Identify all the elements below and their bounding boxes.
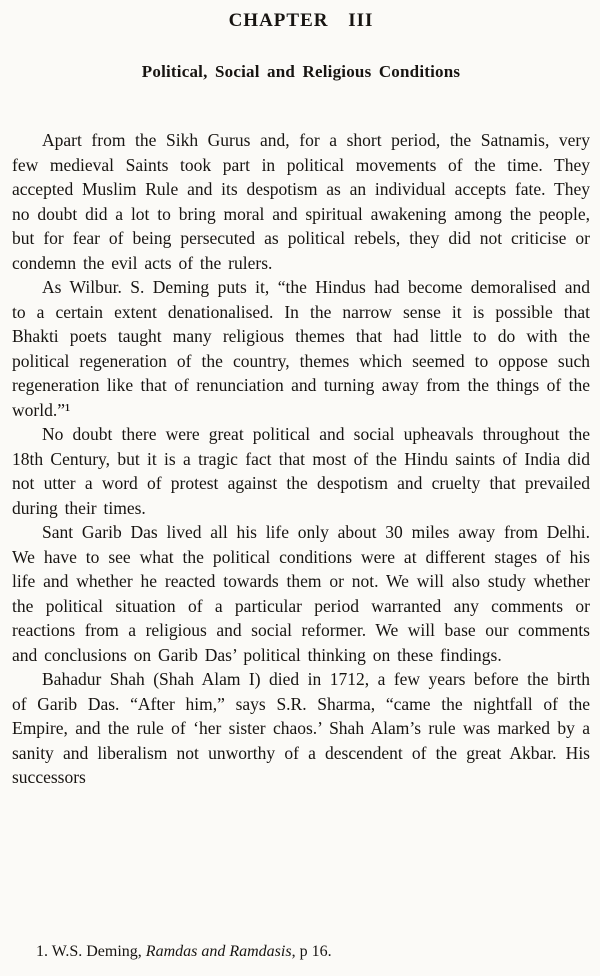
body-text	[12, 128, 590, 790]
section-title: Political, Social and Religious Conditions	[141, 62, 461, 81]
footnote-book-title: Ramdas and Ramdasis	[145, 943, 292, 960]
paragraph-2: As Wilbur. S. Deming puts it, “the Hindus had become demoralised and to a certain extent denationalised. In the narrow sense it is possible that Bhakti poets taught many religious themes that had little to do with the political regeneration of the country, themes which seemed to oppose such regeneration like that of renunciation and turning away from the things of the world.”¹	[12, 277, 590, 420]
paragraph-5: Bahadur Shah (Shah Alam I) died in 1712, a few years before the birth of Garib Das. “After him,” says S.R. Sharma, “came the nightfall of the Empire, and the rule of ‘her sister chaos.’ Shah Alam’s rule was marked by a sanity and liberalism not unworthy of a descendent of the great Akbar. His successors	[12, 669, 590, 787]
chapter-title: CHAPTER III	[228, 10, 374, 31]
footnote-prefix: 1. W.S. Deming,	[36, 943, 146, 960]
paragraph-3: No doubt there were great political and social upheavals throughout the 18th Century, but it is a tragic fact that most of the Hindu saints of India did not utter a word of protest against the despotism and cruelty that prevailed during their times.	[12, 424, 590, 518]
footnote	[12, 942, 590, 962]
paragraph-4: Sant Garib Das lived all his life only about 30 miles away from Delhi. We have to see what the political conditions were at different stages of his life and whether he reacted towards them or not. We will also study whether the political situation of a particular period warranted any comments or reactions from a religious and social reformer. We will base our comments and conclusions on Garib Das’ political thinking on these findings.	[12, 522, 590, 665]
paragraph-1: Apart from the Sikh Gurus and, for a short period, the Satnamis, very few medieval Saints took part in political movements of the time. They accepted Muslim Rule and its despotism as an individual accepts fate. They no doubt did a lot to bring moral and spiritual awakening among the people, but for fear of being persecuted as political rebels, they did not criticise or condemn the evil acts of the rulers.	[12, 130, 590, 273]
footnote-suffix: , p 16.	[291, 943, 332, 960]
